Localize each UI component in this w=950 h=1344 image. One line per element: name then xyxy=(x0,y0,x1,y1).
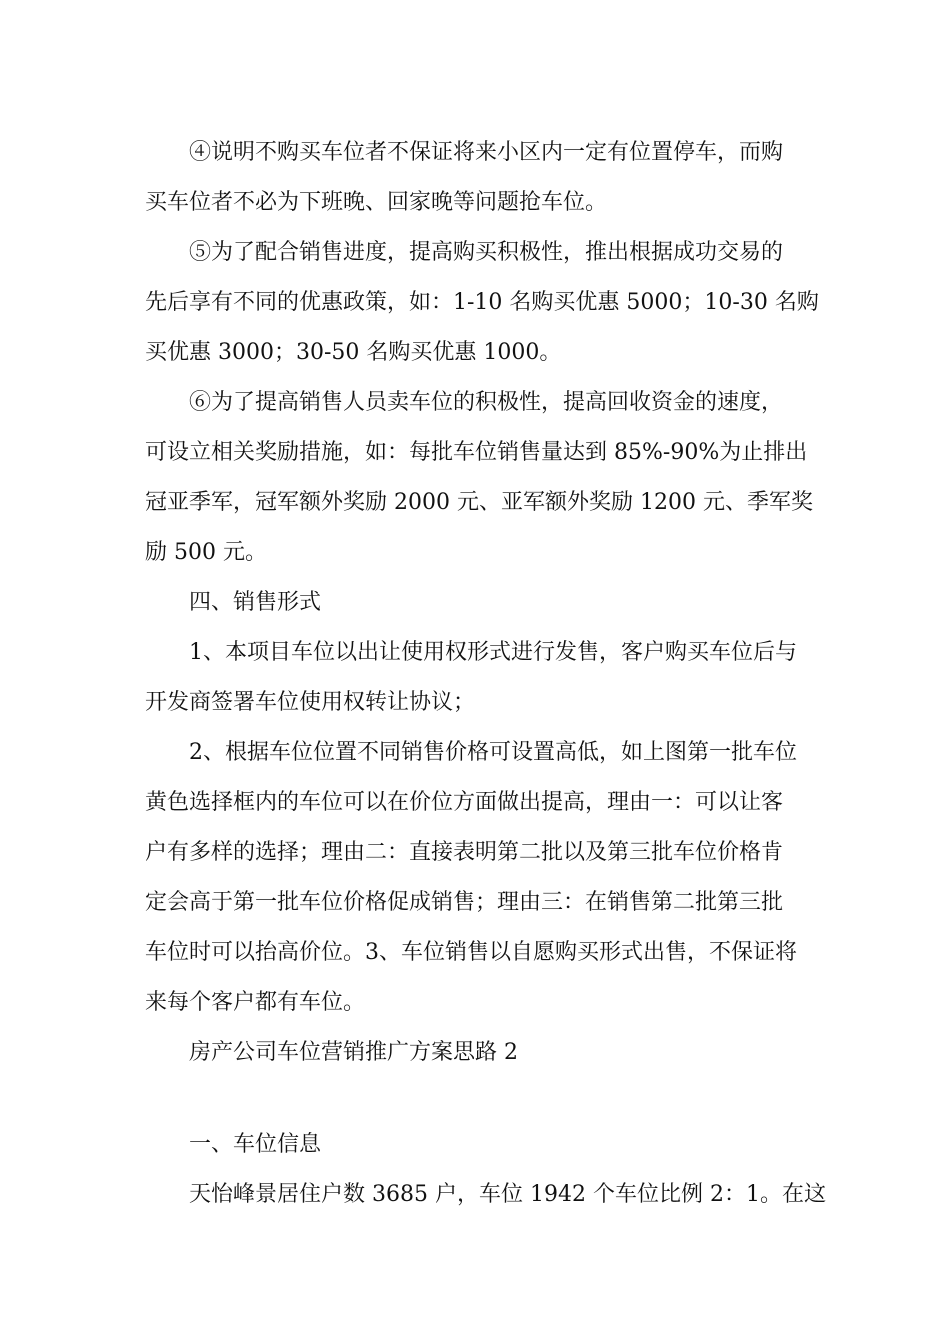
paragraph-5-line-2: 先后享有不同的优惠政策，如：1-10 名购买优惠 5000；10-30 名购 xyxy=(145,290,819,315)
paragraph-6-line-1: ⑥为了提高销售人员卖车位的积极性，提高回收资金的速度， xyxy=(189,390,784,415)
paragraph-sales-2-line-3: 户有多样的选择；理由二：直接表明第二批以及第三批车位价格肯 xyxy=(145,840,784,865)
paragraph-sales-2-line-4: 定会高于第一批车位价格促成销售；理由三：在销售第二批第三批 xyxy=(145,890,784,915)
paragraph-5-line-3: 买优惠 3000；30-50 名购买优惠 1000。 xyxy=(145,340,562,365)
body-text-lower xyxy=(145,1120,826,1220)
body-text xyxy=(145,128,819,1078)
paragraph-6-line-3: 冠亚季军，冠军额外奖励 2000 元、亚军额外奖励 1200 元、季军奖 xyxy=(145,490,813,515)
document-title-2: 房产公司车位营销推广方案思路 2 xyxy=(189,1040,518,1065)
paragraph-parking-info-line-1: 天怡峰景居住户数 3685 户，车位 1942 个车位比例 2：1。在这 xyxy=(189,1182,826,1207)
paragraph-sales-1-line-2: 开发商签署车位使用权转让协议； xyxy=(145,690,476,715)
section-heading-sales-form: 四、销售形式 xyxy=(189,590,322,615)
section-heading-parking-info: 一、车位信息 xyxy=(189,1132,322,1157)
paragraph-sales-2-line-5: 车位时可以抬高价位。3、车位销售以自愿购买形式出售，不保证将 xyxy=(145,940,797,965)
paragraph-6-line-2: 可设立相关奖励措施，如：每批车位销售量达到 85%-90%为止排出 xyxy=(145,440,808,465)
paragraph-5-line-1: ⑤为了配合销售进度，提高购买积极性，推出根据成功交易的 xyxy=(189,240,784,265)
paragraph-sales-2-line-2: 黄色选择框内的车位可以在价位方面做出提高，理由一：可以让客 xyxy=(145,790,784,815)
paragraph-4-line-2: 买车位者不必为下班晚、回家晚等问题抢车位。 xyxy=(145,190,608,215)
paragraph-4-line-1: ④说明不购买车位者不保证将来小区内一定有位置停车，而购 xyxy=(189,140,784,165)
paragraph-sales-1-line-1: 1、本项目车位以出让使用权形式进行发售，客户购买车位后与 xyxy=(189,640,797,665)
paragraph-sales-2-line-1: 2、根据车位位置不同销售价格可设置高低，如上图第一批车位 xyxy=(189,740,797,765)
paragraph-6-line-4: 励 500 元。 xyxy=(145,540,267,565)
paragraph-sales-2-line-6: 来每个客户都有车位。 xyxy=(145,990,366,1015)
